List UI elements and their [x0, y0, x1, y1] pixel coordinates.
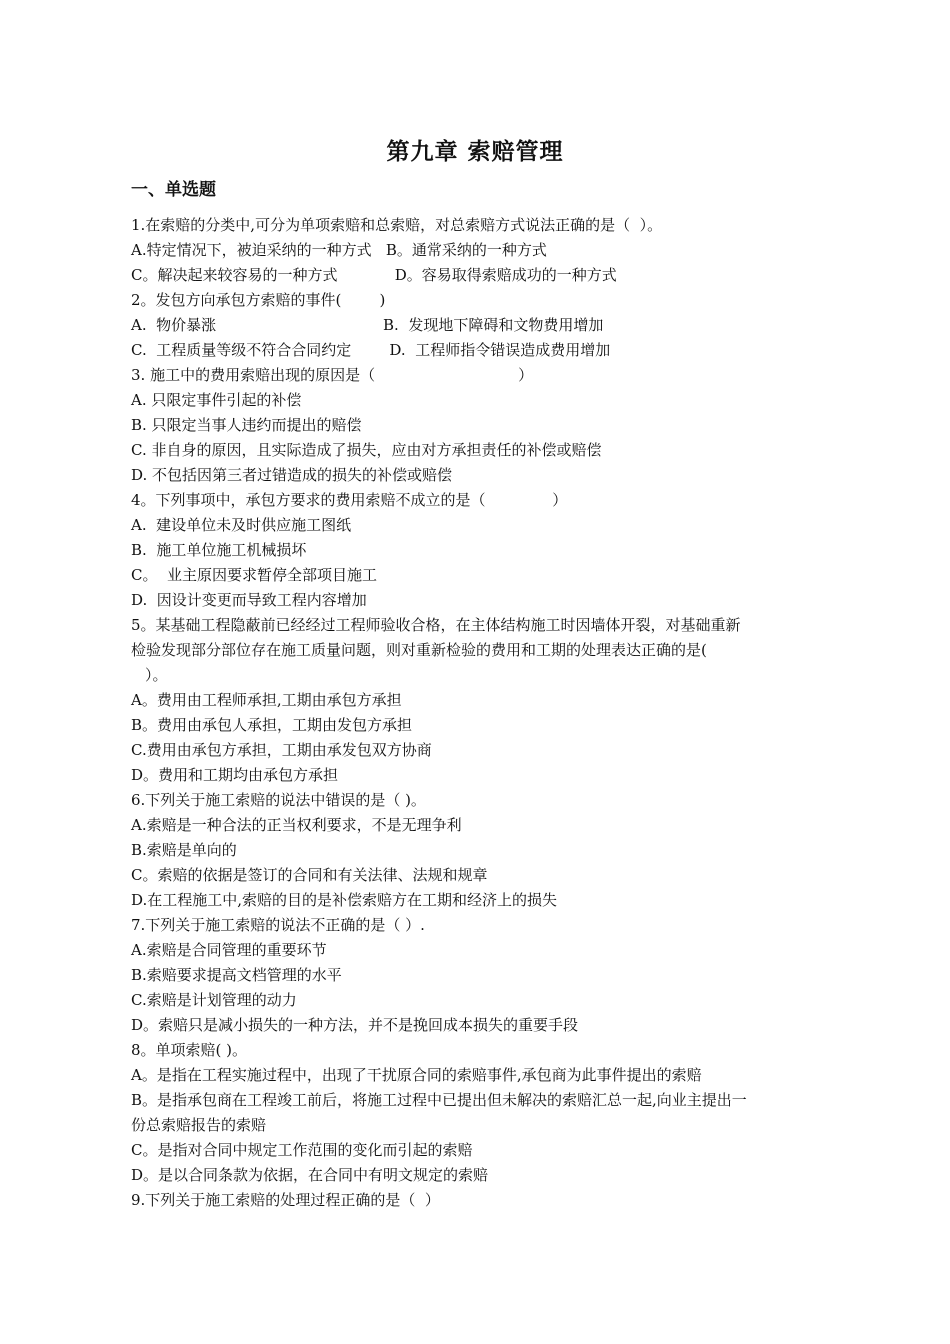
text-line: 7.下列关于施工索赔的说法不正确的是（ ）.	[131, 916, 425, 934]
section-heading: 一、单选题	[131, 180, 216, 200]
text-line: C。索赔的依据是签订的合同和有关法律、法规和规章	[131, 866, 488, 884]
text-line: C.索赔是计划管理的动力	[131, 991, 297, 1009]
text-line: A。费用由工程师承担,工期由承包方承担	[131, 691, 402, 709]
text-line: 6.下列关于施工索赔的说法中错误的是（ )。	[131, 791, 426, 809]
text-line: A.特定情况下，被迫采纳的一种方式 B。通常采纳的一种方式	[131, 241, 547, 259]
text-line: D。索赔只是减小损失的一种方法，并不是挽回成本损失的重要手段	[131, 1016, 579, 1034]
text-line: D. 不包括因第三者过错造成的损失的补偿或赔偿	[131, 466, 453, 484]
text-line: B.索赔是单向的	[131, 841, 237, 859]
text-line: 1.在索赔的分类中,可分为单项索赔和总索赔，对总索赔方式说法正确的是（ ）。	[131, 216, 663, 234]
text-line: A. 物价暴涨 B. 发现地下障碍和文物费用增加	[131, 316, 604, 334]
text-line: 3. 施工中的费用索赔出现的原因是（ ）	[131, 366, 534, 384]
text-line: A. 建设单位未及时供应施工图纸	[131, 516, 352, 534]
text-line: D.在工程施工中,索赔的目的是补偿索赔方在工期和经济上的损失	[131, 891, 558, 909]
text-line: 2。发包方向承包方索赔的事件( )	[131, 291, 386, 309]
text-line: C.费用由承包方承担，工期由承发包双方协商	[131, 741, 432, 759]
text-line: 检验发现部分部位存在施工质量问题，则对重新检验的费用和工期的处理表达正确的是(	[131, 641, 707, 659]
text-line: D。费用和工期均由承包方承担	[131, 766, 339, 784]
text-line: 8。单项索赔( )。	[131, 1041, 248, 1059]
chapter-title: 第九章 索赔管理	[386, 139, 564, 165]
text-line: C。解决起来较容易的一种方式 D。容易取得索赔成功的一种方式	[131, 266, 617, 284]
text-line: A。是指在工程实施过程中，出现了干扰原合同的索赔事件,承包商为此事件提出的索赔	[131, 1066, 702, 1084]
text-line: B. 只限定当事人违约而提出的赔偿	[131, 416, 362, 434]
text-line: B. 施工单位施工机械损坏	[131, 541, 307, 559]
text-line: B.索赔要求提高文档管理的水平	[131, 966, 342, 984]
text-line: B。是指承包商在工程竣工前后，将施工过程中已提出但未解决的索赔汇总一起,向业主提出一	[131, 1091, 747, 1109]
text-line: D. 因设计变更而导致工程内容增加	[131, 591, 367, 609]
text-line: 9.下列关于施工索赔的处理过程正确的是（ ）	[131, 1191, 440, 1209]
text-line: B。费用由承包人承担，工期由发包方承担	[131, 716, 413, 734]
text-line: C。 业主原因要求暂停全部项目施工	[131, 566, 378, 584]
text-line: D。是以合同条款为依据，在合同中有明文规定的索赔	[131, 1166, 489, 1184]
text-line: C. 工程质量等级不符合合同约定 D. 工程师指令错误造成费用增加	[131, 341, 611, 359]
text-line: 5。某基础工程隐蔽前已经经过工程师验收合格，在主体结构施工时因墙体开裂，对基础重新	[131, 616, 741, 634]
question-list	[131, 213, 831, 1213]
text-line: ）。	[145, 666, 168, 684]
text-line: A.索赔是合同管理的重要环节	[131, 941, 327, 959]
text-line: 份总索赔报告的索赔	[131, 1116, 267, 1134]
text-line: C。是指对合同中规定工作范围的变化而引起的索赔	[131, 1141, 473, 1159]
text-line: C. 非自身的原因，且实际造成了损失，应由对方承担责任的补偿或赔偿	[131, 441, 602, 459]
text-line: A.索赔是一种合法的正当权利要求，不是无理争利	[131, 816, 462, 834]
text-line: 4。下列事项中，承包方要求的费用索赔不成立的是（ ）	[131, 491, 568, 509]
text-line: A. 只限定事件引起的补偿	[131, 391, 302, 409]
